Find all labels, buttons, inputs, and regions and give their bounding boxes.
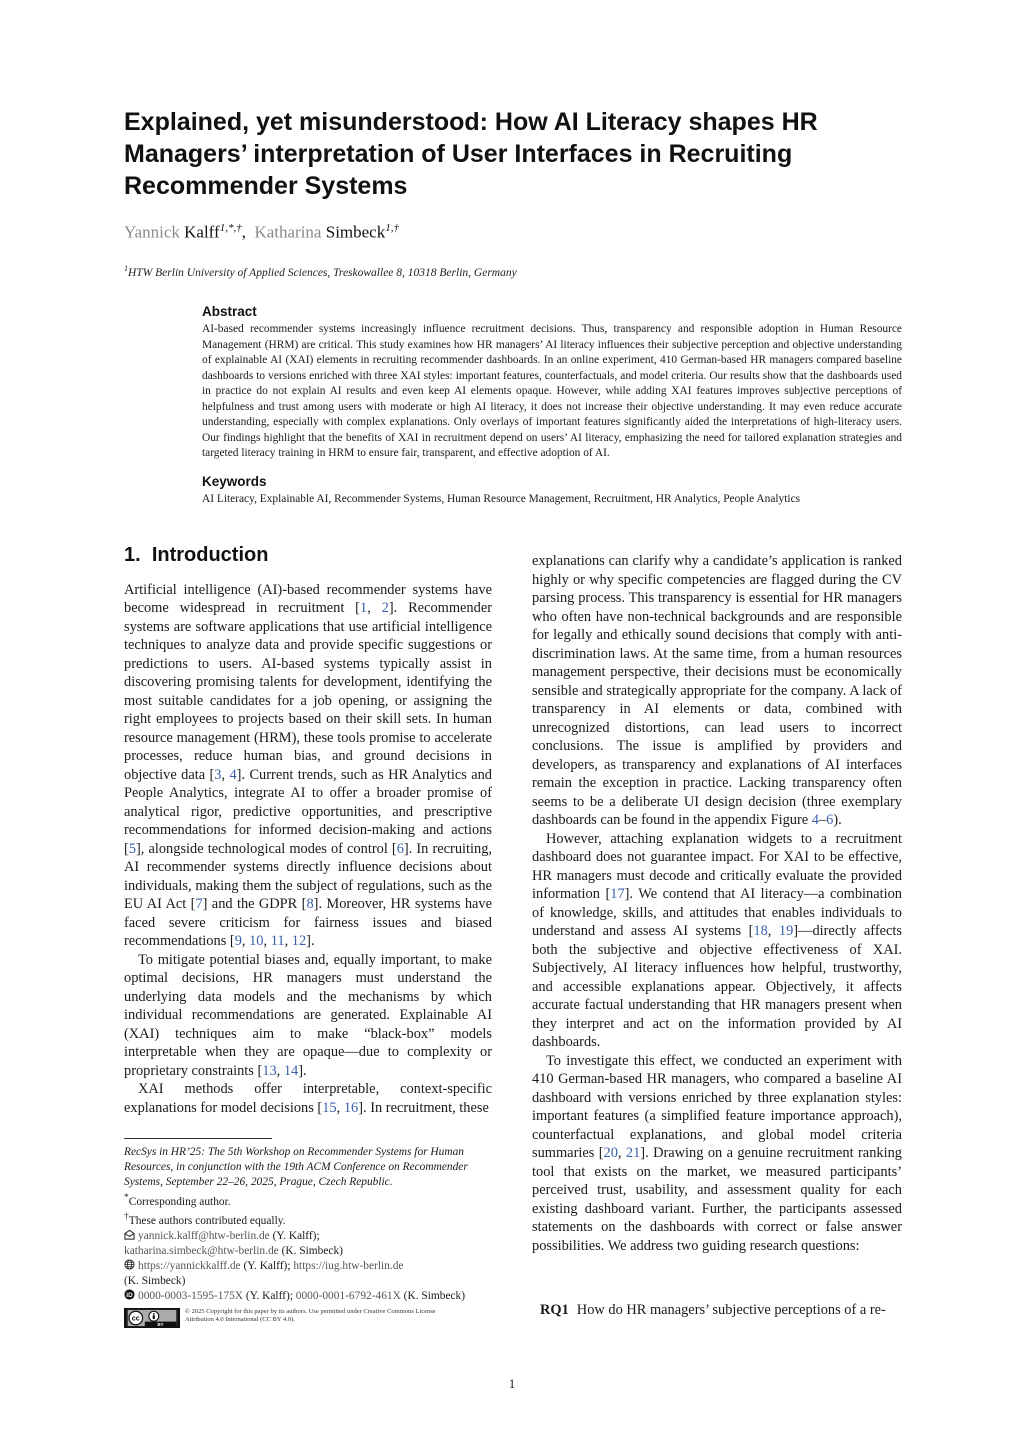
paragraph [124,1080,492,1117]
abstract-block [202,304,902,507]
footnote-rule [124,1138,272,1139]
license-text: © 2025 Copyright for this paper by its authors. Use permitted under Creative Commons License Attribution 4.0 International (CC BY 4.0). [185,1307,436,1324]
paragraph-text: ]. Moreover, HR systems have faced severe criticism for fairness issues and biased recommendations [ [124,896,492,949]
paragraph-text: ]. [298,1062,307,1079]
research-question [540,1302,902,1319]
paragraph [532,830,902,1052]
paragraph-text: ]—directly affects both the subjective and objective effectiveness of XAI. Subjectively, AI literacy influences how helpful, trustworthy, and accessible explanations appear. Objectively, it affects accurate factual understanding that HR managers present when they interpret and act on the information provided by AI dashboards. [532,923,902,1050]
author-1-marks: 1,*,† [219,222,242,234]
keywords-text: AI Literacy, Explainable AI, Recommender Systems, Human Resource Management, Recruitment, HR Analytics, People Analytics [202,492,801,505]
citation-link[interactable]: 15 [322,1099,337,1116]
globe-icon [124,1259,135,1270]
citation-link[interactable]: 8 [306,896,314,912]
abstract-text: AI-based recommender systems increasingly influence recruitment decisions. Thus, transparency and responsible adoption in Human Resource Management (HRM) are critical. This study examines how HR managers’ AI literacy influences their subjective perception and objective understanding of explainable AI (XAI) elements in recruiting recommender dashboards. In an online experiment, 410 German-based HR managers compared baseline dashboards to versions enriched with three XAI styles: important features, counterfactuals, and model criteria. Our results show that the dashboards used in practice do not explain AI results and even keep AI elements opaque. However, while adding XAI features improves subjective perceptions of helpfulness and trust among users with moderate or high AI literacy, it does not increase their objective understanding. It may even reduce accurate understanding, especially with complex explanations. Only overlays of important features significantly aided the interpretations of high-literacy users. Our findings highlight that the benefits of XAI in recruitment depend on users’ AI literacy, emphasizing the need for tailored explanation strategies and targeted literacy training in HRM to ensure fair, transparent, and effective adoption of AI. [202,323,902,459]
paragraph [124,951,492,1081]
citation-link[interactable]: 12 [291,933,307,949]
citation-link[interactable]: 6 [826,812,834,828]
paragraph-text: ). [833,812,842,828]
paper-title: Explained, yet misunderstood: How AI Literacy shapes HR Managers’ interpretation of User Interfaces in Recruiting Recommender Systems [124,108,818,200]
paragraph-text: – [818,812,827,828]
paragraph-text: , [276,1062,284,1079]
paragraph-text: , [617,1145,626,1161]
research-question-text: How do HR managers’ subjective perceptions of a re- [576,1302,886,1318]
paragraph [532,552,902,830]
corresponding-mark: * [124,1192,129,1203]
citation-link[interactable]: 7 [195,896,203,912]
corresponding-note: *Corresponding author. [124,1192,231,1208]
paragraph-text: To investigate this effect, we conducted an experiment with 410 German-based HR managers, who compared a baseline AI dashboard with versions enriched by three explanation styles: important features (a simplified feature importance approach), counterfactual explanations, and global model criteria summaries [ [532,1052,902,1161]
orcid-icon [124,1289,135,1300]
paragraph-text: ]. We contend that AI literacy—a combination of knowledge, skills, and attitudes that enables individuals to understand and assess AI systems [ [532,886,902,939]
citation-link[interactable]: 3 [214,766,222,783]
website-line: https://yannickkalff.de (Y. Kalff); https://iug.htw-berlin.de [124,1259,496,1274]
author-separator: , [241,222,246,242]
right-column [532,552,902,1255]
page-number: 1 [508,1376,516,1391]
citation-link[interactable]: 16 [343,1099,359,1116]
paragraph-text: ]. Drawing on a genuine recruitment ranking tool that exists on the market, we measured participants’ perceived trust, usability, and assessment quality for each existing dashboard variant. Further, the participants assessed statements on the dashboards with correct or false answer possibilities. We address two guiding research questions: [532,1145,902,1254]
cc-label: cc [131,1313,140,1323]
affiliation-mark: 1 [124,264,128,273]
paragraph-text: ]. Current trends, such as HR Analytics and People Analytics, integrate AI to offer a broader promise of analytical rigor, predictive opportunities, and prescriptive recommendations for informed decision-making and actions [ [124,766,492,857]
paragraph-text: XAI methods offer interpretable, context-specific explanations for model decisions [ [124,1081,492,1116]
equal-mark: † [124,1211,129,1222]
email-line-2: katharina.simbeck@htw-berlin.de (K. Simbeck) [124,1244,343,1257]
website-line-2: (K. Simbeck) [124,1275,186,1288]
email-line: yannick.kalff@htw-berlin.de (Y. Kalff); [124,1229,496,1244]
by-label: BY [157,1321,164,1327]
citation-link[interactable]: 6 [396,840,404,857]
equal-contribution-note: †These authors contributed equally. [124,1211,286,1227]
paragraph-text: , [284,933,292,949]
paragraph-text: ], alongside technological modes of control [ [136,840,397,857]
author-1-family-name: Kalff [184,222,220,242]
citation-link[interactable]: 1 [359,600,368,616]
author-list [124,222,399,243]
email-link-simbeck[interactable]: katharina.simbeck@htw-berlin.de [124,1244,279,1257]
section-title: Introduction [151,544,269,566]
paragraph-text: ]. Recommender systems are software applications that use artificial intelligence techniques to analyze data and provide specific suggestions or predictions to users. AI-based systems typically assist in discovering promising talents for development, identifying the most suitable candidates for a job opening, or assigning the right employees to projects based on their skill sets. In human resource management (HRM), these tools promise to accelerate processes, reduce human bias, and ground decisions in objective data [ [124,600,492,783]
paragraph-text: ] and the GDPR [ [202,896,307,912]
affiliation-text: HTW Berlin University of Applied Sciences, Treskowallee 8, 10318 Berlin, Germany [128,266,517,279]
orcid-line: iD 0000-0003-1595-175X (Y. Kalff); 0000-0001-6792-461X (K. Simbeck) [124,1289,496,1304]
citation-link[interactable]: 18 [753,923,768,939]
author-1-given-name: Yannick [124,222,180,242]
paragraph-text: , [263,933,271,949]
citation-link[interactable]: 11 [270,933,285,949]
citation-link[interactable]: 4 [811,812,819,828]
citation-link[interactable]: 20 [603,1145,618,1161]
venue-note: RecSys in HR’25: The 5th Workshop on Recommender Systems for Human Resources, in conjunction with the 19th ACM Conference on Recommender Systems, September 22–26, 2025, Prague, Czech Republic. [124,1146,468,1189]
citation-link[interactable]: 5 [128,840,136,857]
citation-link[interactable]: 14 [283,1062,299,1079]
orcid-link-simbeck[interactable]: 0000-0001-6792-461X [295,1290,401,1303]
section-heading [124,546,492,565]
footnotes [124,1138,496,1328]
paragraph [124,581,492,951]
paragraph [532,1052,902,1256]
paragraph-text: However, attaching explanation widgets to a recruitment dashboard does not guarantee impact. For XAI to be effective, HR managers must decode and critically evaluate the provided information [ [532,830,902,902]
paragraph-text: , [241,933,250,949]
paragraph-text: , [767,923,779,939]
email-link-kalff[interactable]: yannick.kalff@htw-berlin.de [138,1229,270,1242]
author-2-family-name: Simbeck [325,222,386,242]
research-question-label: RQ1 [540,1302,569,1318]
affiliation [124,264,517,279]
citation-link[interactable]: 19 [778,923,794,939]
citation-link[interactable]: 10 [249,933,264,949]
citation-link[interactable]: 9 [234,933,242,949]
paragraph-text: , [336,1099,344,1116]
section-number: 1. [124,544,141,566]
citation-link[interactable]: 17 [610,886,625,902]
paragraph-text: ]. In recruitment, these [358,1099,489,1116]
author-2-given-name: Katharina [254,222,322,242]
cc-by-license-icon [124,1308,180,1328]
citation-link[interactable]: 21 [625,1145,641,1161]
paragraph-text: To mitigate potential biases and, equally important, to make optimal decisions, HR managers must understand the underlying data models and the mechanisms by which individual recommendations are generated. Explainable AI (XAI) techniques aim to make “black-box” models interpretable when they are opaque—due to complexity or proprietary constraints [ [124,951,492,1079]
paragraph-text: explanations can clarify why a candidate’s application is ranked highly or why specific competencies are flagged during the CV parsing process. This transparency is essential for HR managers who often have non-technical backgrounds and are responsible for legally and ethically sound decisions that comply with anti-discrimination laws. At the same time, from a human resources management perspective, their decisions must be economically sensible and strategically appropriate for the company. A lack of transparency in AI elements or data, combined with unrecognized distortions, can lead users to incorrect conclusions. The issue is amplified by providers and developers, as transparency and explanations of AI interfaces remain the exception in practice. Lacking transparency often seems to be a deliberate UI design decision (three exemplary dashboards can be found in the appendix Figure [532,553,902,828]
left-column [124,546,492,1117]
orcid-link-kalff[interactable]: 0000-0003-1595-175X [138,1290,244,1303]
author-2-marks: 1,† [385,222,399,234]
paragraph-text: ]. In recruiting, AI recommender systems directly influence decisions about individuals, making them the subject of regulations, such as the EU AI Act [ [124,840,492,912]
paragraph-text: Artificial intelligence (AI)-based recommender systems have become widespread in recruitment [ [124,581,492,616]
website-link-iug[interactable]: https://iug.htw-berlin.de [293,1260,404,1273]
svg-text:iD: iD [126,1292,133,1300]
website-link-kalff[interactable]: https://yannickkalff.de [138,1260,241,1273]
license-block [124,1308,496,1328]
abstract-heading: Abstract [202,304,257,319]
paragraph-text: , [367,600,382,616]
envelope-icon [124,1229,135,1240]
paragraph-text: ]. [306,933,315,949]
paragraph-text: , [221,766,230,783]
keywords-heading: Keywords [202,473,267,489]
citation-link[interactable]: 13 [262,1062,277,1079]
citation-link[interactable]: 4 [229,766,237,783]
citation-link[interactable]: 2 [381,600,389,616]
